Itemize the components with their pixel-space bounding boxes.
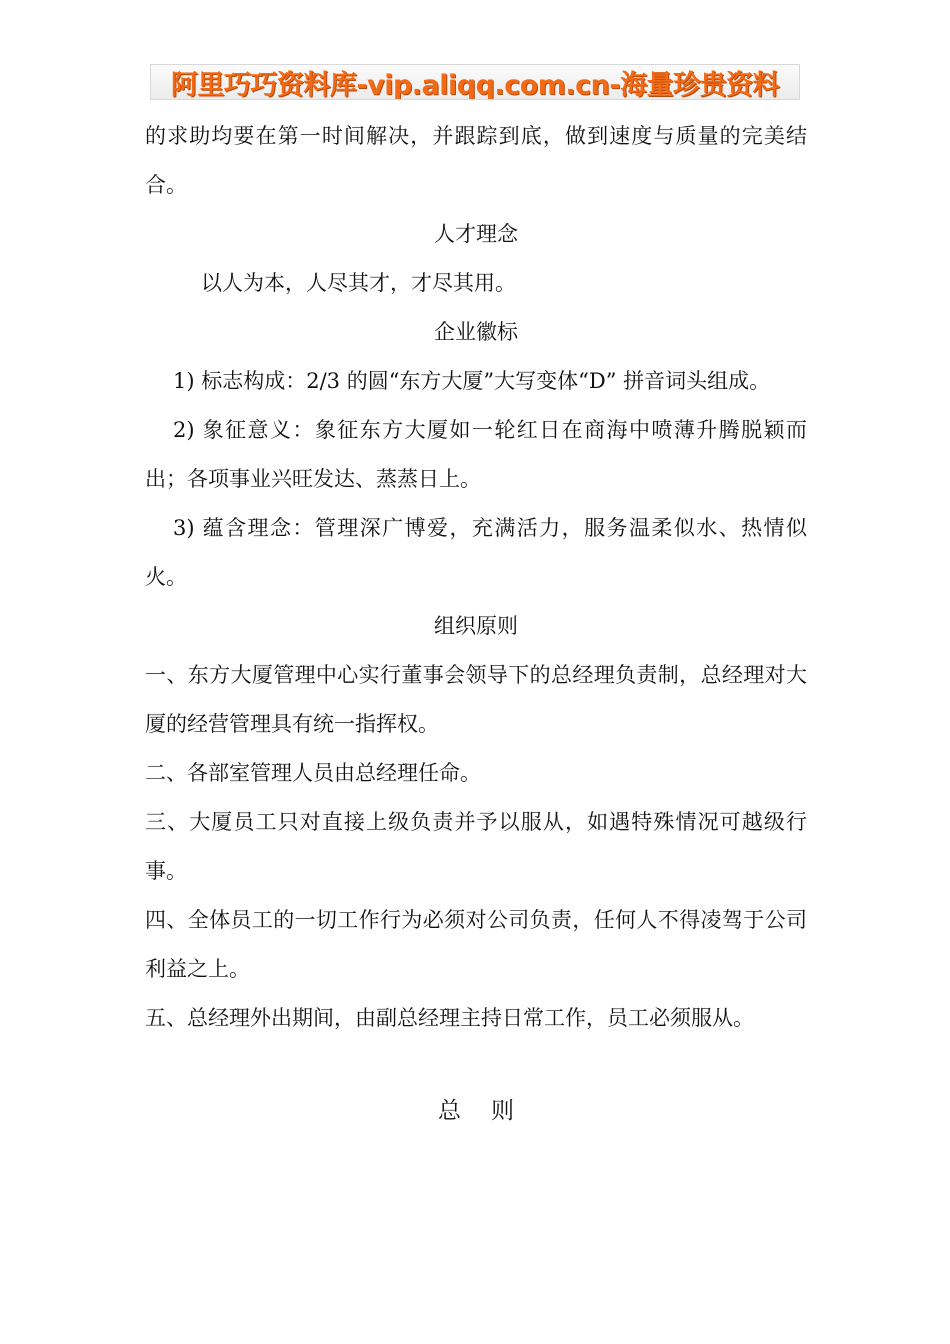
paragraph-talent: 以人为本，人尽其才，才尽其用。 — [201, 271, 516, 295]
logo-item-1: 1) 标志构成：2/3 的圆“东方大厦”大写变体“D” 拼音词头组成。 — [173, 369, 771, 393]
org-item-2: 二、各部室管理人员由总经理任命。 — [145, 761, 481, 785]
org-item-5: 五、总经理外出期间，由副总经理主持日常工作，员工必须服从。 — [145, 1006, 754, 1030]
watermark-text: 阿里巧巧资料库-vip.aliqq.com.cn-海量珍贵资料 — [170, 69, 780, 100]
section-gap — [145, 1043, 807, 1087]
logo-item-2: 2) 象征意义：象征东方大厦如一轮红日在商海中喷薄升腾脱颖而出；各项事业兴旺发达、蒸蒸日上。 — [145, 418, 807, 491]
heading-corporate-logo: 企业徽标 — [434, 320, 518, 344]
org-item-3: 三、大厦员工只对直接上级负责并予以服从，如遇特殊情况可越级行事。 — [145, 810, 807, 883]
logo-item-3: 3) 蕴含理念：管理深广博爱，充满活力，服务温柔似水、热情似火。 — [145, 516, 807, 589]
document-body — [145, 112, 807, 1136]
heading-organization-principles: 组织原则 — [434, 614, 518, 638]
heading-talent-concept: 人才理念 — [434, 222, 518, 246]
org-item-4: 四、全体员工的一切工作行为必须对公司负责，任何人不得凌驾于公司利益之上。 — [145, 908, 807, 981]
paragraph-continuation: 的求助均要在第一时间解决，并跟踪到底，做到速度与质量的完美结合。 — [145, 124, 807, 197]
heading-general-provisions: 总则 — [438, 1098, 544, 1124]
watermark-banner — [150, 64, 800, 100]
org-item-1: 一、东方大厦管理中心实行董事会领导下的总经理负责制，总经理对大厦的经营管理具有统一指挥权。 — [145, 663, 807, 736]
